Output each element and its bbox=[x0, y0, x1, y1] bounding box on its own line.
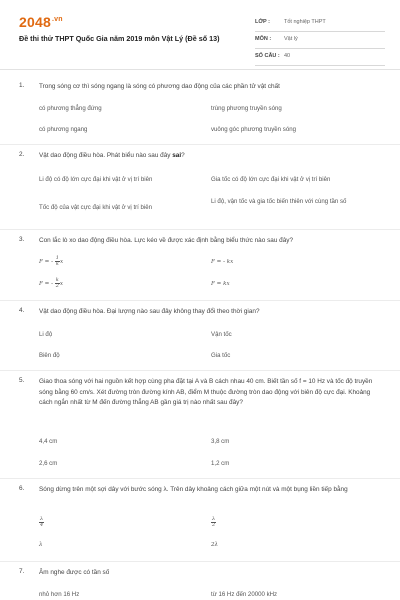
meta-value: Vật lý bbox=[284, 36, 298, 42]
answer-option-b[interactable]: từ 16 Hz đến 20000 kHz bbox=[211, 591, 278, 598]
answer-option-b[interactable]: 3,8 cm bbox=[211, 438, 230, 445]
question-number: 4. bbox=[19, 307, 25, 314]
question-number: 1. bbox=[19, 82, 25, 89]
answer-option-a[interactable]: F = - $\frac{1}{k}$ x bbox=[39, 255, 64, 267]
question-text: Vật dao động điều hòa. Đại lượng nào sau đây không thay đổi theo thời gian? bbox=[39, 308, 260, 315]
answer-option-c[interactable]: F = - $\frac{k}{2}$ x bbox=[39, 277, 63, 289]
question-number: 3. bbox=[19, 236, 25, 243]
answer-option-b[interactable]: Vận tốc bbox=[211, 331, 232, 338]
meta-row-count bbox=[255, 49, 385, 66]
fraction: $\frac{\lambda}{4}$ bbox=[39, 516, 44, 528]
question-text: Sóng dừng trên một sợi dây với bước sóng λ. Trên dây khoảng cách giữa một nút và một bụng liền tiếp bằng bbox=[39, 486, 348, 493]
answer-option-a[interactable]: nhỏ hơn 16 Hz bbox=[39, 591, 80, 598]
question-divider bbox=[0, 300, 400, 301]
fraction: $\frac{1}{k}$ bbox=[55, 255, 59, 267]
question-divider bbox=[0, 478, 400, 479]
answer-option-a[interactable]: có phương thẳng đứng bbox=[39, 105, 102, 112]
answer-option-d[interactable]: 2λ bbox=[211, 542, 219, 548]
answer-option-a[interactable]: Li độ bbox=[39, 331, 53, 338]
meta-label: LỚP : bbox=[255, 19, 270, 25]
question-divider bbox=[0, 229, 400, 230]
question-number: 5. bbox=[19, 377, 25, 384]
answer-option-b[interactable]: Gia tốc có độ lớn cực đại khi vật ở vị trí biên bbox=[211, 176, 331, 183]
answer-option-a[interactable]: 4,4 cm bbox=[39, 438, 58, 445]
answer-option-b[interactable]: trùng phương truyền sóng bbox=[211, 105, 282, 112]
question-text: Giao thoa sóng với hai nguồn kết hợp cùng pha đặt tại A và B cách nhau 40 cm. Biết tần số f = 10 Hz và tốc độ truyền sóng bằng 60 cm/s. Xét đường tròn đường kính AB, điểm M thuộc đường tròn dao động với biên độ cực đại. Khoảng cách ngắn nhất từ M đến đường thẳng AB gần giá trị nào nhất sau đây? bbox=[39, 378, 373, 406]
meta-label: MÔN : bbox=[255, 36, 272, 42]
answer-option-a[interactable]: Li độ có độ lớn cực đại khi vật ở vị trí biên bbox=[39, 176, 153, 183]
answer-option-a[interactable] bbox=[39, 517, 199, 528]
meta-value: Tốt nghiệp THPT bbox=[284, 19, 326, 25]
question-divider bbox=[0, 370, 400, 371]
answer-option-d[interactable]: Gia tốc bbox=[211, 352, 231, 359]
answer-option-d[interactable]: F = kx bbox=[211, 281, 230, 287]
question-text: Con lắc lò xo dao động điều hòa. Lực kéo về được xác định bằng biểu thức nào sau đây? bbox=[39, 237, 294, 244]
answer-option-c[interactable]: Tốc độ của vật cực đại khi vật ở vị trí biên bbox=[39, 204, 153, 211]
question-number: 6. bbox=[19, 485, 25, 492]
fraction: $\frac{k}{2}$ bbox=[55, 277, 59, 289]
exam-header bbox=[0, 0, 400, 70]
question-divider bbox=[0, 561, 400, 562]
question-divider bbox=[0, 144, 400, 145]
exam-title: Đề thi thử THPT Quốc Gia năm 2019 môn Vật Lý (Đề số 13) bbox=[19, 34, 220, 43]
answer-option-d[interactable]: Li độ, vận tốc và gia tốc biến thiên với cùng tần số bbox=[211, 198, 347, 205]
answer-option-d[interactable]: 1,2 cm bbox=[211, 460, 230, 467]
meta-row-class bbox=[255, 15, 385, 32]
fraction: $\frac{\lambda}{2}$ bbox=[211, 516, 216, 528]
question-number: 7. bbox=[19, 568, 25, 575]
answer-option-c[interactable]: 2,6 cm bbox=[39, 460, 58, 467]
answer-option-c[interactable]: λ bbox=[39, 542, 43, 548]
question-number: 2. bbox=[19, 151, 25, 158]
question-text: Trong sóng cơ thì sóng ngang là sóng có phương dao động của các phần tử vật chất bbox=[39, 83, 280, 90]
meta-label: SỐ CÂU : bbox=[255, 53, 280, 59]
header-divider bbox=[0, 69, 400, 70]
exam-meta-table bbox=[255, 15, 385, 66]
answer-option-c[interactable]: Biên độ bbox=[39, 352, 60, 359]
emphasis-word: sai bbox=[172, 152, 182, 159]
meta-row-subject bbox=[255, 32, 385, 49]
meta-value: 40 bbox=[284, 53, 291, 59]
answer-option-d[interactable]: vuông góc phương truyền sóng bbox=[211, 126, 296, 133]
question-text: Âm nghe được có tần số bbox=[39, 569, 110, 576]
answer-option-b[interactable]: F = - kx bbox=[211, 259, 234, 265]
question-text: Vật dao động điều hòa. Phát biểu nào sau đây sai? bbox=[39, 152, 185, 159]
site-logo[interactable]: $2048^{.vn}$ bbox=[19, 14, 63, 30]
answer-option-c[interactable]: có phương ngang bbox=[39, 126, 88, 133]
answer-option-b[interactable] bbox=[211, 517, 376, 528]
